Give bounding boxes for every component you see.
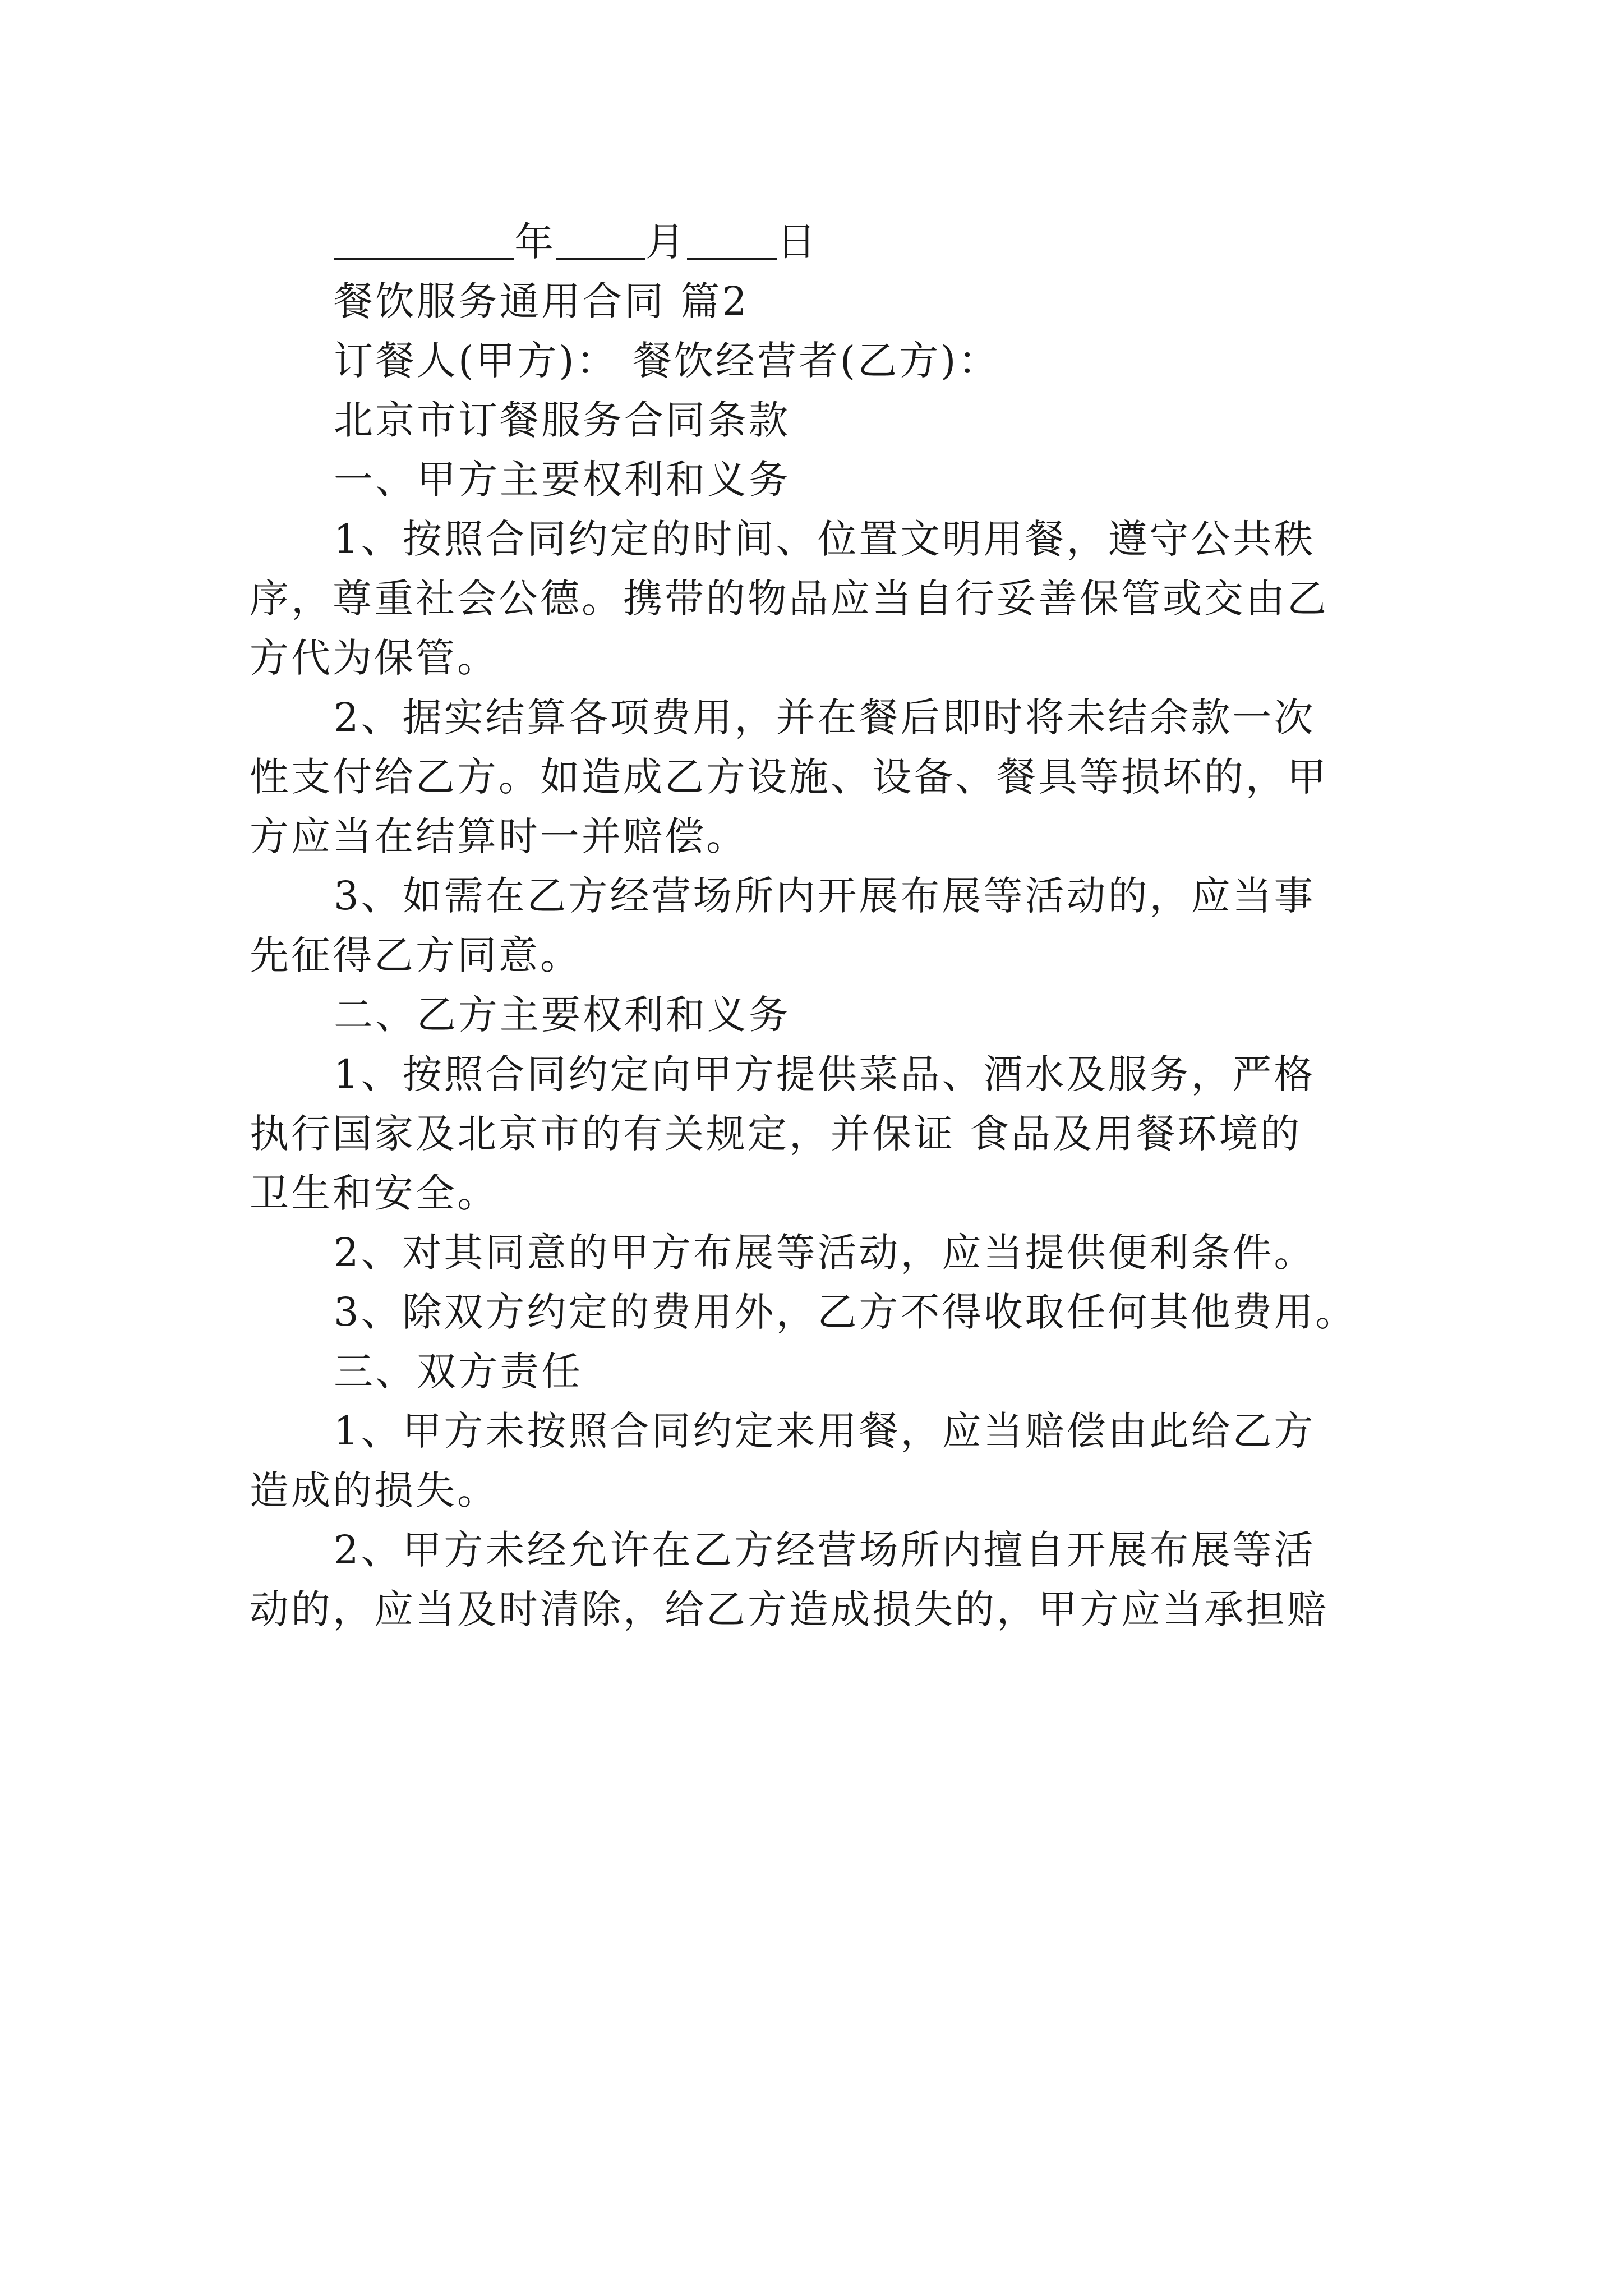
paragraph-line: 2、对其同意的甲方布展等活动，应当提供便利条件。 (334, 1230, 1316, 1276)
document-body (250, 212, 1396, 1639)
paragraph-line: 1、按照合同约定的时间、位置文明用餐，遵守公共秩 (334, 516, 1316, 562)
paragraph-line: 性支付给乙方。如造成乙方设施、设备、餐具等损坏的，甲 (250, 754, 1329, 800)
paragraph-line: 3、除双方约定的费用外，乙方不得收取任何其他费用。 (334, 1289, 1357, 1335)
section-heading: 一、甲方主要权利和义务 (334, 457, 790, 503)
date-line (250, 212, 1396, 272)
paragraph-line: 执行国家及北京市的有关规定，并保证 食品及用餐环境的 (250, 1111, 1302, 1157)
contract-heading: 餐饮服务通用合同 篇2 (334, 278, 749, 324)
paragraph-line: 方代为保管。 (250, 635, 499, 681)
paragraph-line: 2、甲方未经允许在乙方经营场所内擅自开展布展等活 (334, 1527, 1316, 1573)
month-blank (556, 219, 645, 260)
contract-title: 北京市订餐服务合同条款 (334, 397, 790, 443)
day-label: 日 (777, 219, 818, 265)
paragraph-line: 1、甲方未按照合同约定来用餐，应当赔偿由此给乙方 (334, 1408, 1316, 1454)
paragraph-line: 3、如需在乙方经营场所内开展布展等活动的，应当事 (334, 873, 1316, 919)
year-blank (334, 219, 514, 260)
paragraph-line: 先征得乙方同意。 (250, 932, 582, 978)
paragraph-line: 造成的损失。 (250, 1467, 499, 1513)
paragraph-line: 2、据实结算各项费用，并在餐后即时将未结余款一次 (334, 694, 1316, 740)
paragraph-line: 动的，应当及时清除，给乙方造成损失的，甲方应当承担赔 (250, 1586, 1329, 1632)
month-label: 月 (645, 219, 687, 265)
parties-line: 订餐人(甲方)： 餐饮经营者(乙方)： (334, 338, 1000, 384)
paragraph-line: 1、按照合同约定向甲方提供菜品、酒水及服务，严格 (334, 1051, 1316, 1097)
paragraph-line: 序，尊重社会公德。携带的物品应当自行妥善保管或交由乙 (250, 576, 1329, 622)
section-heading: 二、乙方主要权利和义务 (334, 992, 790, 1038)
year-label: 年 (514, 219, 556, 265)
section-heading: 三、双方责任 (334, 1349, 583, 1395)
paragraph-line: 方应当在结算时一并赔偿。 (250, 813, 748, 859)
day-blank (687, 219, 777, 260)
paragraph-line: 卫生和安全。 (250, 1170, 499, 1216)
